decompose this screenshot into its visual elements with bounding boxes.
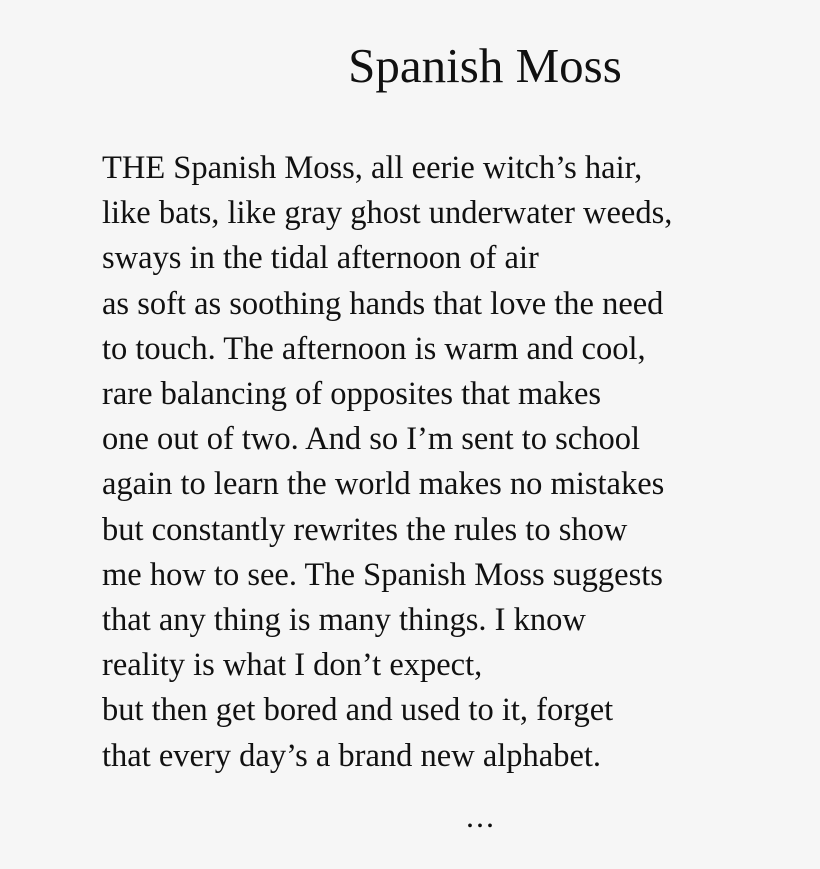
poem-title: Spanish Moss [348, 38, 622, 93]
poem-line: THE Spanish Moss, all eerie witch’s hair, [102, 150, 643, 186]
poem-line: like bats, like gray ghost underwater weeds, [102, 195, 673, 232]
poem-line: rare balancing of opposites that makes [102, 376, 602, 413]
poem-line: reality is what I don’t expect, [102, 647, 483, 684]
poem-line: that any thing is many things. I know [102, 602, 586, 639]
poem-line: as soft as soothing hands that love the need [102, 285, 664, 322]
poem-line: but constantly rewrites the rules to show [102, 511, 628, 548]
poem-line: again to learn the world makes no mistakes [102, 466, 665, 503]
poem-line: to touch. The afternoon is warm and cool, [102, 330, 646, 367]
continuation-ellipsis: ... [466, 798, 496, 834]
poem-body [102, 146, 802, 779]
poem-line: but then get bored and used to it, forget [102, 692, 614, 729]
poem-line: me how to see. The Spanish Moss suggests [102, 556, 663, 593]
poem-line: one out of two. And so I’m sent to school [102, 421, 641, 458]
poem-line: sways in the tidal afternoon of air [102, 240, 539, 277]
poem-line: that every day’s a brand new alphabet. [102, 737, 602, 774]
